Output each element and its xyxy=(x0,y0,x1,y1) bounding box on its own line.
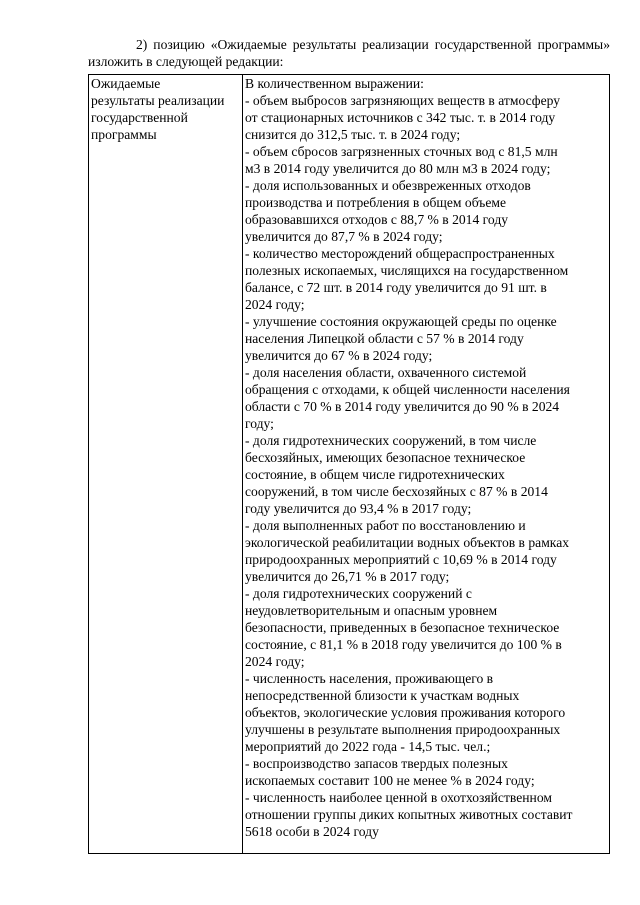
content-line: объектов, экологические условия проживания которого xyxy=(245,705,566,720)
content-line: непосредственной близости к участкам водных xyxy=(245,688,520,703)
content-line: полезных ископаемых, числящихся на государственном xyxy=(245,263,569,278)
content-line: - объем выбросов загрязняющих веществ в атмосферу xyxy=(245,93,561,108)
intro-line-2: программы» изложить в следующей редакции: xyxy=(88,37,610,69)
label-line: результаты реализации xyxy=(91,93,225,108)
content-line: - доля использованных и обезвреженных отходов xyxy=(245,178,531,193)
content-line: 2024 году; xyxy=(245,654,305,669)
content-line: - численность наиболее ценной в охотхозяйственном xyxy=(245,790,552,805)
content-line: - доля населения области, охваченного системой xyxy=(245,365,527,380)
intro-paragraph xyxy=(88,36,610,70)
content-line: природоохранных мероприятий с 10,69 % в 2014 году xyxy=(245,552,557,567)
content-line: сооружений, в том числе бесхозяйных с 87 % в 2014 xyxy=(245,484,548,499)
content-line: населения Липецкой области с 57 % в 2014 году xyxy=(245,331,524,346)
content-cell xyxy=(243,75,610,854)
content-line: году увеличится до 93,4 % в 2017 году; xyxy=(245,501,472,516)
content-line: состояние, в общем числе гидротехнических xyxy=(245,467,505,482)
content-line: состояние, с 81,1 % в 2018 году увеличится до 100 % в xyxy=(245,637,562,652)
label-line: государственной xyxy=(91,110,188,125)
content-line: - количество месторождений общераспространенных xyxy=(245,246,555,261)
content-line: неудовлетворительным и опасным уровнем xyxy=(245,603,498,618)
content-line: области с 70 % в 2014 году увеличится до 90 % в 2024 xyxy=(245,399,560,414)
content-line: - доля гидротехнических сооружений с xyxy=(245,586,472,601)
intro-line-1: 2) позицию «Ожидаемые результаты реализации государственной xyxy=(136,37,532,52)
content-line: м3 в 2014 году увеличится до 80 млн м3 в 2024 году; xyxy=(245,161,551,176)
content-line: - объем сбросов загрязненных сточных вод с 81,5 млн xyxy=(245,144,558,159)
content-line: снизится до 312,5 тыс. т. в 2024 году; xyxy=(245,127,461,142)
label-line: Ожидаемые xyxy=(91,76,161,91)
program-results-table xyxy=(88,74,610,854)
content-line: году; xyxy=(245,416,274,431)
table-row xyxy=(89,75,610,854)
label-line: программы xyxy=(91,127,157,142)
content-line: 5618 особи в 2024 году xyxy=(245,824,379,839)
content-line: обращения с отходами, к общей численности населения xyxy=(245,382,570,397)
content-line: безопасности, приведенных в безопасное техническое xyxy=(245,620,560,635)
content-line: улучшены в результате выполнения природоохранных xyxy=(245,722,561,737)
content-line: отношении группы диких копытных животных составит xyxy=(245,807,573,822)
content-line: балансе, с 72 шт. в 2014 году увеличится до 91 шт. в xyxy=(245,280,547,295)
content-line: ископаемых составит 100 не менее % в 2024 году; xyxy=(245,773,535,788)
content-line: - доля выполненных работ по восстановлению и xyxy=(245,518,526,533)
content-line: 2024 году; xyxy=(245,297,305,312)
content-line: увеличится до 26,71 % в 2017 году; xyxy=(245,569,450,584)
content-line: - численность населения, проживающего в xyxy=(245,671,494,686)
content-line: бесхозяйных, имеющих безопасное техническое xyxy=(245,450,526,465)
content-line: образовавшихся отходов с 88,7 % в 2014 году xyxy=(245,212,509,227)
content-line: - улучшение состояния окружающей среды по оценке xyxy=(245,314,557,329)
content-line: - доля гидротехнических сооружений, в том числе xyxy=(245,433,537,448)
content-line: увеличится до 87,7 % в 2024 году; xyxy=(245,229,443,244)
content-line: - воспроизводство запасов твердых полезных xyxy=(245,756,508,771)
content-line: от стационарных источников с 342 тыс. т. в 2014 году xyxy=(245,110,556,125)
content-line: экологической реабилитации водных объектов в рамках xyxy=(245,535,570,550)
content-line: производства и потребления в общем объеме xyxy=(245,195,507,210)
content-line: мероприятий до 2022 года - 14,5 тыс. чел.; xyxy=(245,739,491,754)
content-line: В количественном выражении: xyxy=(245,76,424,91)
label-cell xyxy=(89,75,243,854)
content-line: увеличится до 67 % в 2024 году; xyxy=(245,348,433,363)
